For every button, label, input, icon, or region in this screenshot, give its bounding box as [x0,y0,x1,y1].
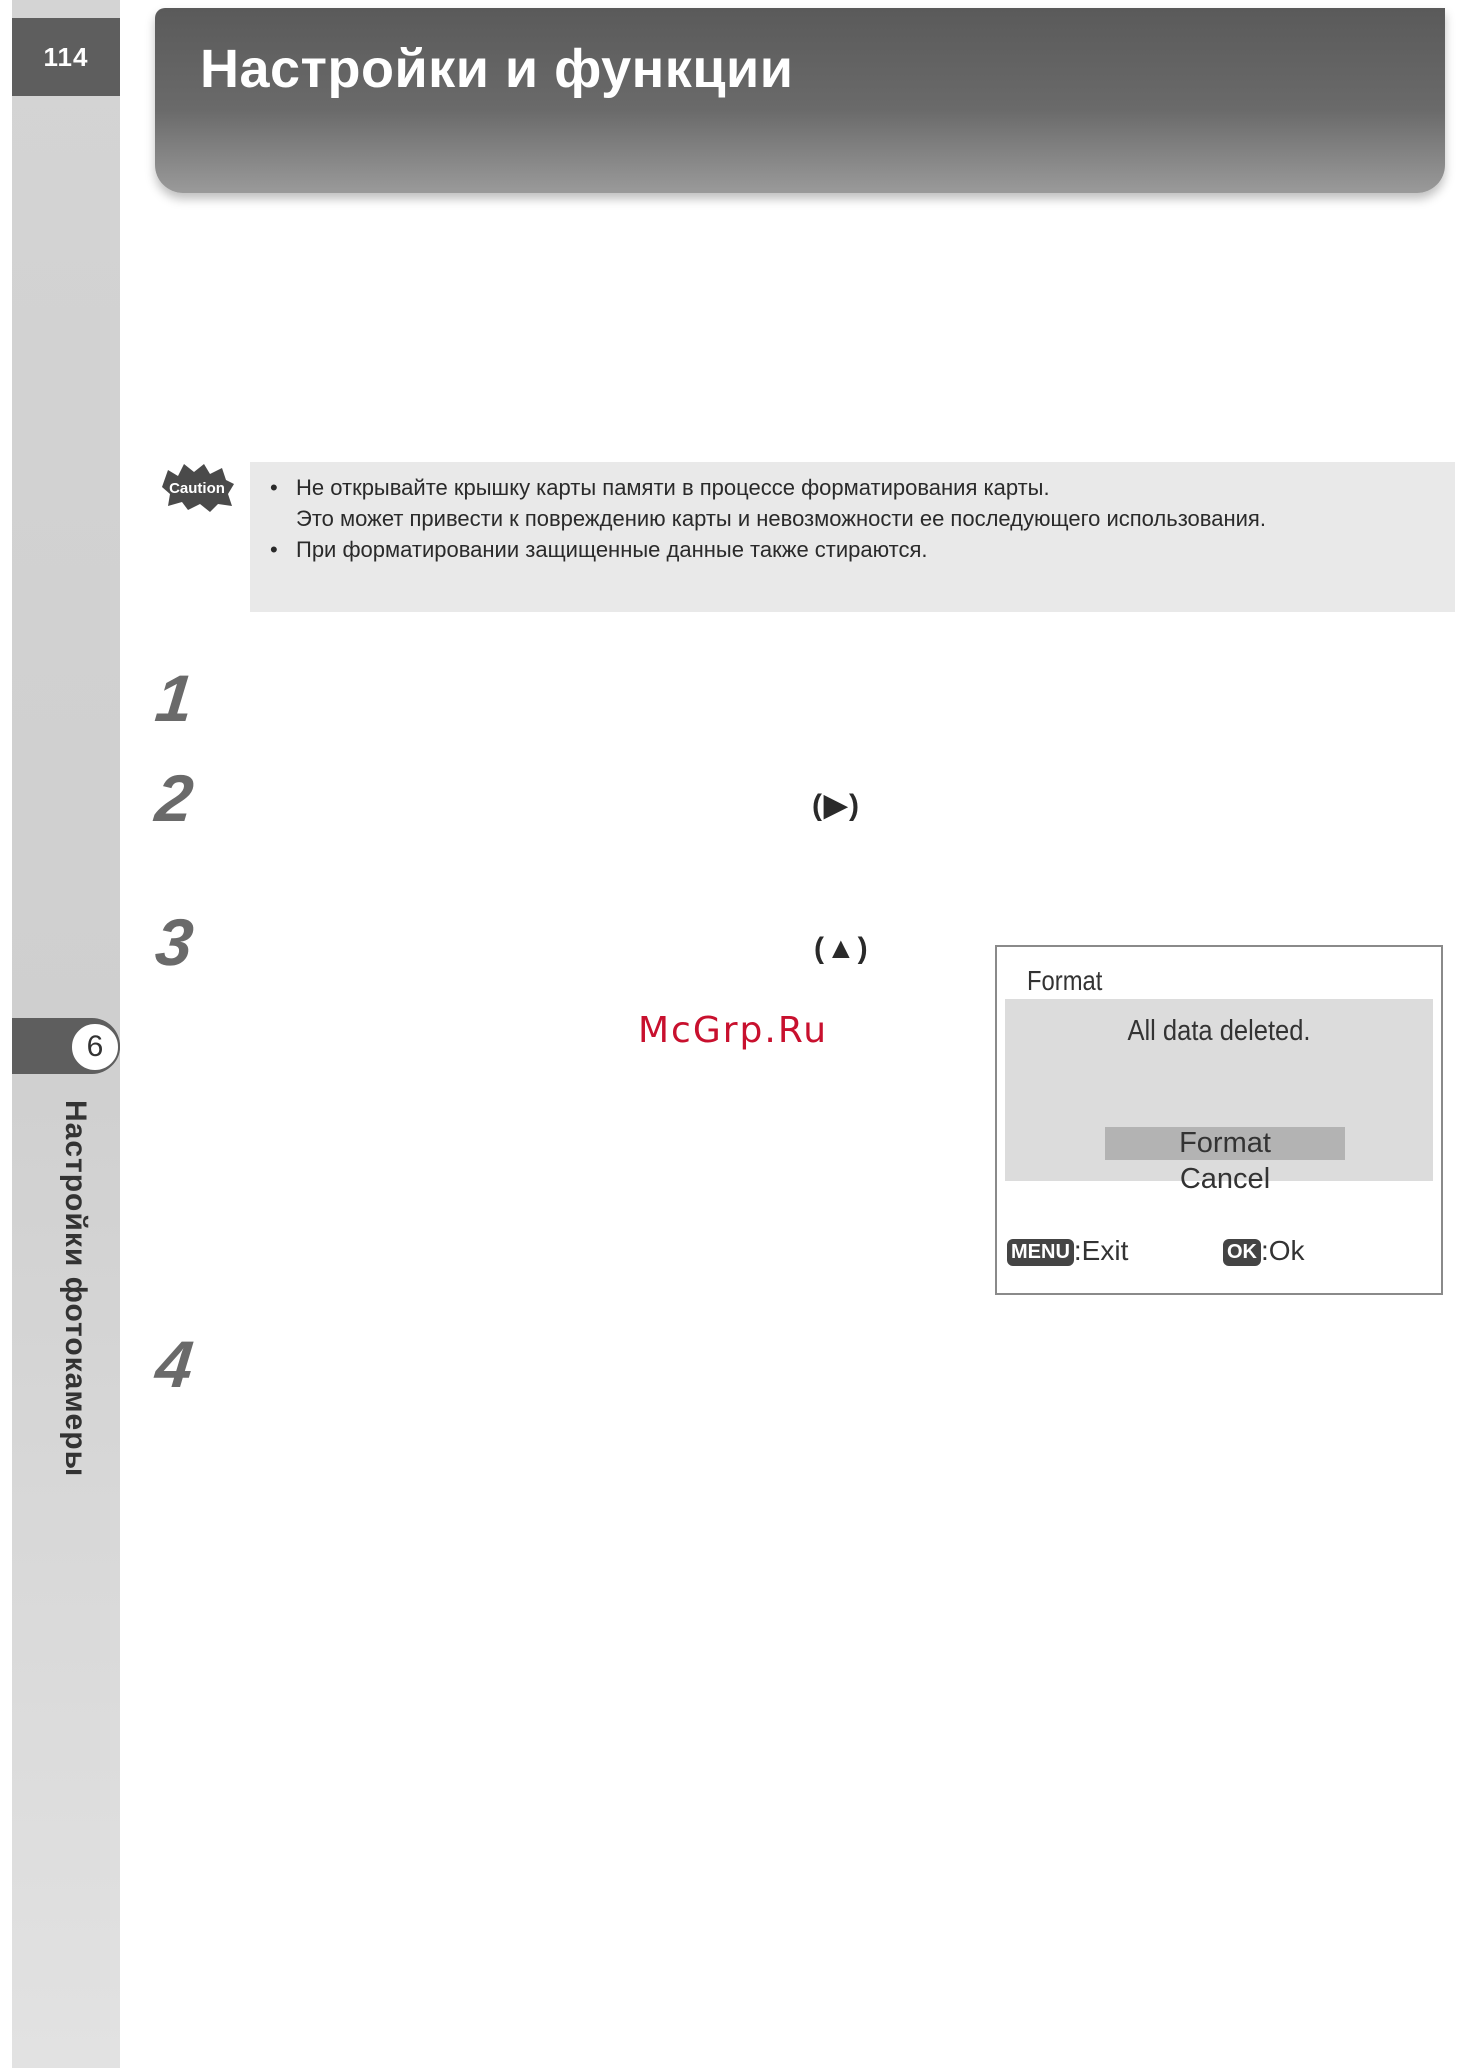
step-number: 3 [152,905,197,979]
caution-item-text: При форматировании защищенные данные также стираются. [296,537,928,562]
ok-key-icon: OK [1223,1239,1261,1266]
caution-list [250,462,1455,565]
exit-hint [1007,1235,1128,1267]
title-banner [155,8,1445,193]
watermark: McGrp.Ru [638,1010,829,1051]
ok-hint [1223,1235,1305,1267]
format-option: Format [1105,1127,1345,1160]
caution-icon-label: Caution [169,480,225,497]
screen-title: Format [1027,965,1103,996]
caution-icon [158,462,236,512]
page-title: Настройки и функции [200,39,794,99]
caution-item [270,472,1455,534]
exit-label: :Exit [1073,1235,1129,1266]
screen-message: All data deleted. [1127,1015,1311,1047]
cancel-option: Cancel [1179,1163,1271,1195]
screen-footer [1005,1235,1433,1275]
caution-item [270,534,1455,565]
step-number: 2 [152,761,197,835]
screen-body [1005,999,1433,1195]
caution-box [250,462,1455,612]
step-symbol: (▶) [812,789,862,822]
step-number: 1 [152,661,197,735]
caution-item-text: Это может привести к повреждению карты и невозможности ее последующего использования. [296,506,1266,531]
camera-screen [995,945,1443,1295]
step-symbol: (▲) [814,932,870,965]
caution-item-text: Не открывайте крышку карты памяти в процессе форматирования карты. [296,475,1050,500]
menu-key-icon: MENU [1007,1239,1074,1266]
page-number: 114 [12,18,120,96]
step-number: 4 [152,1327,197,1401]
chapter-label: Настройки фотокамеры [59,1100,92,1478]
ok-label: :Ok [1261,1235,1305,1266]
chapter-number: 6 [70,1022,120,1072]
